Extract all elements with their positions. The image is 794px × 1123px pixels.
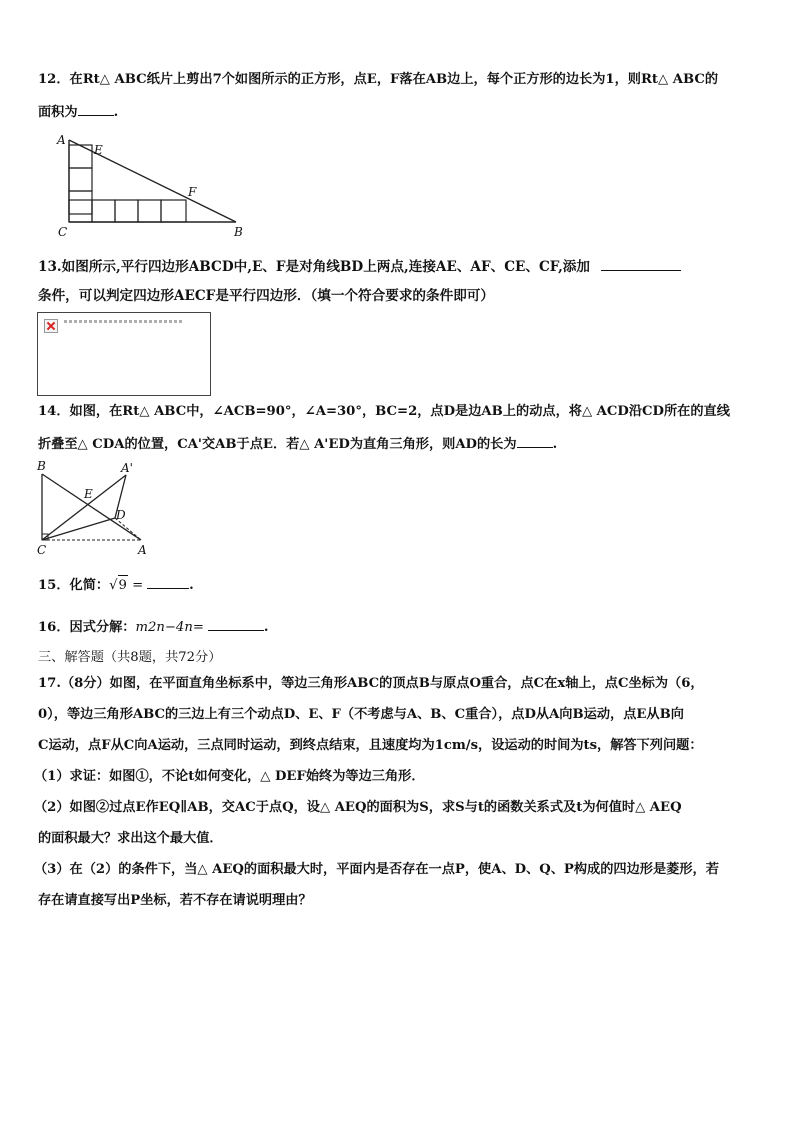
label-c: C (58, 225, 68, 239)
q12-squares (69, 145, 186, 222)
q14-line1: 14．如图，在Rt△ ABC中，∠ACB=90°，∠A=30°，BC=2，点D是边AB上的动点，将△ ACD沿CD所在的直线 (38, 404, 730, 419)
q13-line1-text: 13.如图所示,平行四边形ABCD中,E、F是对角线BD上两点,连接AE、AF、CE、CF,添加 (38, 259, 590, 275)
section-3-heading: 三、解答题（共8题，共72分） (38, 650, 222, 665)
q14-figure (34, 458, 164, 558)
q17-line2: 0），等边三角形ABC的三边上有三个动点D、E、F（不考虑与A、B、C重合），点D从A向B运动，点E从B向 (38, 707, 684, 722)
side-ab (42, 474, 141, 540)
label-e: E (84, 487, 93, 501)
square (69, 200, 92, 222)
square (138, 200, 161, 222)
q13-line2: 条件，可以判定四边形AECF是平行四边形．（填一个符合要求的条件即可） (38, 288, 494, 304)
label-b: B (37, 459, 46, 473)
q12-figure (50, 132, 250, 242)
q14-answer-blank (517, 433, 553, 448)
square (69, 191, 92, 214)
q17-part3-line2: 存在请直接写出P坐标，若不存在请说明理由？ (38, 893, 312, 908)
q14-line2 (38, 433, 758, 455)
q15-answer-blank (147, 574, 189, 589)
q16-prefix: 16．因式分解： (38, 620, 136, 635)
q15-line (38, 574, 758, 596)
q12-line2-text: 面积为 (38, 105, 78, 120)
label-c: C (37, 543, 47, 557)
side-ca-prime (42, 475, 126, 540)
q13-answer-blank (601, 256, 681, 271)
square (69, 145, 92, 168)
q17-part1: （1）求证：如图①，不论t如何变化，△ DEF始终为等边三角形． (34, 769, 425, 784)
broken-image-caption (64, 320, 184, 323)
label-b: B (234, 225, 243, 239)
square (92, 200, 115, 222)
q12-line2 (38, 101, 758, 123)
q16-expression: m2n−4n (135, 620, 193, 635)
side-cd (42, 518, 115, 540)
q17-line1: 17.（8分）如图，在平面直角坐标系中，等边三角形ABC的顶点B与原点O重合，点C在x轴上，点C坐标为（6， (38, 676, 704, 691)
broken-image-icon (44, 319, 58, 333)
label-d: D (116, 508, 126, 522)
square (69, 168, 92, 191)
q13-line1 (38, 256, 758, 277)
label-e: E (94, 143, 103, 157)
q16-end: . (263, 620, 269, 635)
label-a: A (57, 133, 66, 147)
q16-line (38, 616, 758, 638)
q15-expression: √9 = (109, 578, 143, 593)
q12-line1: 12．在Rt△ ABC纸片上剪出7个如图所示的正方形，点E，F落在AB边上，每个正方形的边长为1，则Rt△ ABC的 (38, 72, 719, 87)
q12-line2-end: . (113, 105, 119, 120)
q15-prefix: 15．化简： (38, 578, 110, 593)
label-a: A (138, 543, 147, 557)
q13-broken-image (37, 312, 211, 396)
q17-line3: C运动，点F从C向A运动，三点同时运动，到终点结束，且速度均为1cm/s，设运动的时间为ts，解答下列问题： (38, 738, 703, 753)
q16-answer-blank (208, 616, 264, 631)
q17-part2-line1: （2）如图②过点E作EQ∥AB，交AC于点Q，设△ AEQ的面积为S，求S与t的函数关系式及t为何值时△ AEQ (34, 800, 682, 815)
square (161, 200, 186, 222)
q15-radicand: 9 (118, 575, 128, 596)
q16-equals: = (192, 620, 204, 635)
label-a-prime: A' (121, 461, 133, 475)
square (115, 200, 138, 222)
q12-answer-blank (78, 101, 114, 116)
label-f: F (188, 185, 197, 199)
q14-line2-end: . (552, 437, 558, 452)
q17-part2-line2: 的面积最大？求出这个最大值． (38, 831, 223, 846)
q14-line2-text: 折叠至△ CDA的位置，CA'交AB于点E．若△ A'ED为直角三角形，则AD的长为 (38, 437, 517, 452)
q15-end: . (189, 578, 194, 593)
q17-part3-line1: （3）在（2）的条件下，当△ AEQ的面积最大时，平面内是否存在一点P，使A、D、Q、P构成的四边形是菱形，若 (34, 862, 719, 877)
q15-equals: = (132, 578, 144, 593)
